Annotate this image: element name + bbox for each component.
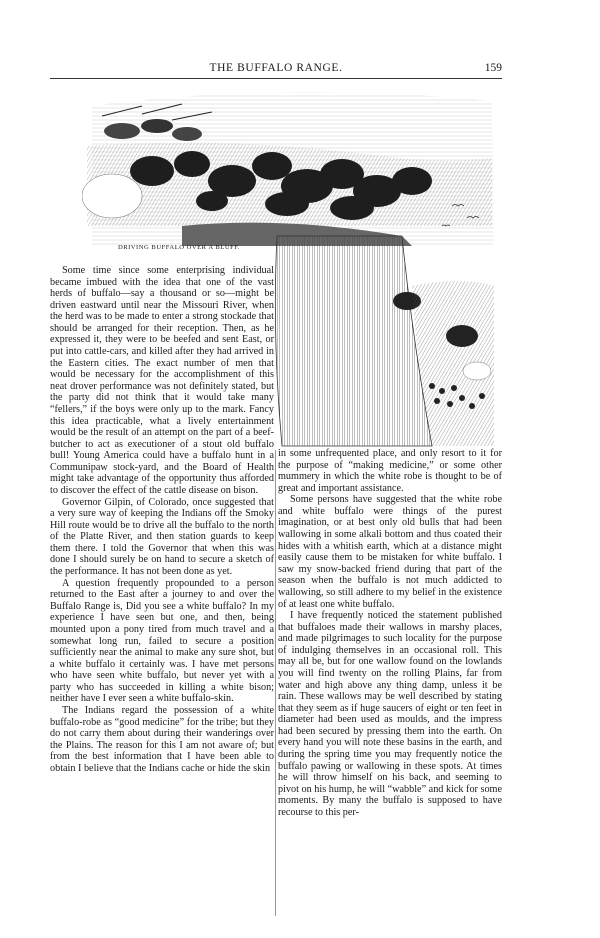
paragraph: A question frequently propounded to a person returned to the East after a journey to and over the Buffalo Range is, Did you see a white buffalo? In my experience I have seen but one, and then, being mounted upon a pony tired from much travel and a somewhat long run, failed to secure a position sufficiently near the animal to make any sure shot, but a white buffalo it certainly was. I have met persons who have seen white buffalo, but never yet with a party who has succeeded in killing a white bison; neither have I ever seen a white buffalo-skin. bbox=[50, 577, 274, 705]
left-column bbox=[50, 265, 274, 774]
bluff-face bbox=[275, 236, 432, 446]
paragraph: The Indians regard the possession of a white buffalo-robe as “good medicine” for the tribe; but they do not carry them about during their wanderings over the Plains. The reason for this I am not aware of; but from the best information that I have been able to obtain I believe that the Indians cache or hide the skin bbox=[50, 704, 274, 774]
column-divider bbox=[275, 450, 276, 916]
page-number: 159 bbox=[484, 62, 502, 74]
illustration-caption: DRIVING BUFFALO OVER A BLUFF. bbox=[117, 244, 241, 251]
paragraph: Some persons have suggested that the white robe and white buffalo were things of the purest imagination, or at best only old bulls that had been wallowing in some alkali bottom and thus coated their hides with a whitish earth, which at a distance might easily cause them to be mistaken for white buffalo. I saw my snow-backed friend during that part of the season when the buffalo is not much addicted to wallowing, so still adhere to my belief in the existence of at least one white buffalo. bbox=[278, 494, 502, 610]
running-title: THE BUFFALO RANGE. bbox=[209, 62, 343, 74]
paragraph: Some time since some enterprising individual became imbued with the idea that one of the vast herds of buffalo—say a thousand or so—might be driven eastward until near the Missouri River, when the herd was to be made to enter a strong stockade that should be arranged for their reception. Then, as he expressed it, they were to be beefed and sent East, or put into cattle-cars, and killed after they had arrived in the Eastern cities. The exact number of men that would be necessary for the accomplishment of this neat drover performance was not definitely stated, but the party did not think that it would take many “fellers,” if the boys were only up to the mark. Fancy this idea practicable, what a lively entertainment would be the result of an attempt on the part of a beef-butcher to act as executioner of a stout old buffalo bull! Young America could have a buffalo hunt in a Communipaw stock-yard, and the Board of Health might take advantage of the opportunity thus afforded to discover the effect of the cattle disease on bison. bbox=[50, 265, 274, 496]
header-rule bbox=[50, 78, 502, 79]
paragraph: I have frequently noticed the statement published that buffaloes made their wallows in marshy places, and made pilgrimages to such locality for the purpose of indulging themselves in an occasional roll. This may all be, but for one wallow found on the lowlands you will find twenty on the rolling Plains, far from water and high above any thing damp, unless it be rain. These wallows may be well described by stating that they seem as if huge saucers of eight or ten feet in diameter had been used as moulds, and the impress had been secured by pressing them into the earth. On every hand you will note these basins in the earth, and during the spring time you may frequently notice the buffalo pawing or wallowing in these spots. At times he will throw himself on his back, and seeming to pivot on his hump, he will “wabble” and kick for some moments. By many the buffalo is supposed to have recourse to this per- bbox=[278, 610, 502, 818]
running-head bbox=[50, 62, 502, 78]
paragraph: in some unfrequented place, and only resort to it for the purpose of “making medicine,” or some other mummery in which the white robe is thought to be of great and important assistance. bbox=[278, 448, 502, 494]
paragraph: Governor Gilpin, of Colorado, once suggested that a very sure way of keeping the Indians off the Smoky Hill route would be to drive all the buffalo to the north of the Platte River, and then station guards to keep them there. I told the Governor that when this was done I should surely be on hand to secure a sketch of the performance. It has not been done as yet. bbox=[50, 496, 274, 578]
right-column bbox=[278, 448, 502, 819]
